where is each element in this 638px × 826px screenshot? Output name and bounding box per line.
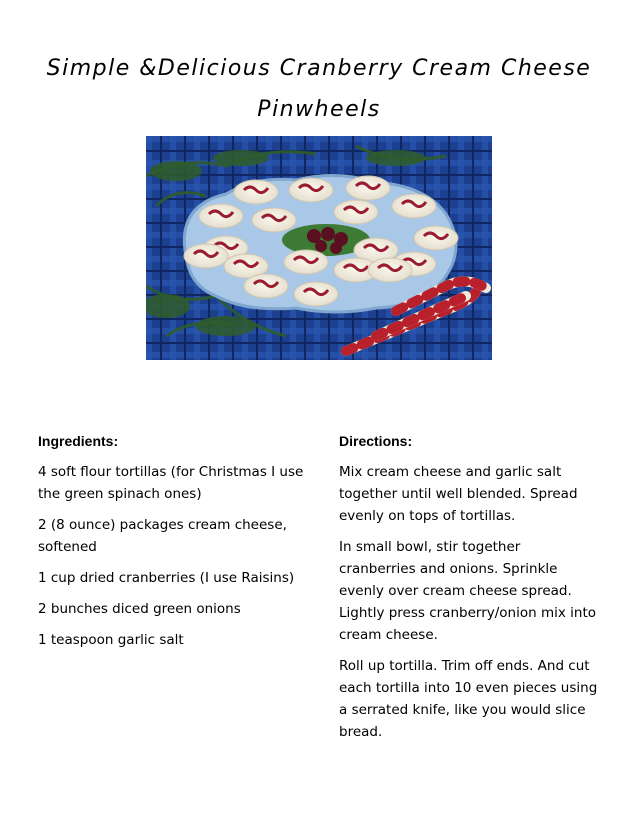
recipe-title: Simple &Delicious Cranberry Cream Cheese Pinwheels	[46, 56, 592, 122]
pinwheel-platter-photo	[146, 136, 492, 360]
directions-heading: Directions:	[339, 433, 413, 449]
ingredient-item: 1 cup dried cranberries (I use Raisins)	[38, 570, 295, 586]
direction-step: In small bowl, stir together cranberries and onions. Sprinkle evenly over cream cheese spread. Lightly press cranberry/onion mix into cream cheese.	[339, 539, 597, 643]
ingredient-item: 2 (8 ounce) packages cream cheese, softened	[38, 517, 287, 555]
directions-section	[339, 430, 601, 752]
ingredient-item: 2 bunches diced green onions	[38, 601, 241, 617]
ingredient-item: 4 soft flour tortillas (for Christmas I use the green spinach ones)	[38, 464, 304, 502]
direction-step: Mix cream cheese and garlic salt together until well blended. Spread evenly on tops of tortillas.	[339, 464, 578, 524]
ingredient-item: 1 teaspoon garlic salt	[38, 632, 184, 648]
ingredients-heading: Ingredients:	[38, 433, 119, 449]
direction-step: Roll up tortilla. Trim off ends. And cut each tortilla into 10 even pieces using a serrated knife, like you would slice bread.	[339, 658, 598, 740]
ingredients-section	[38, 430, 306, 660]
